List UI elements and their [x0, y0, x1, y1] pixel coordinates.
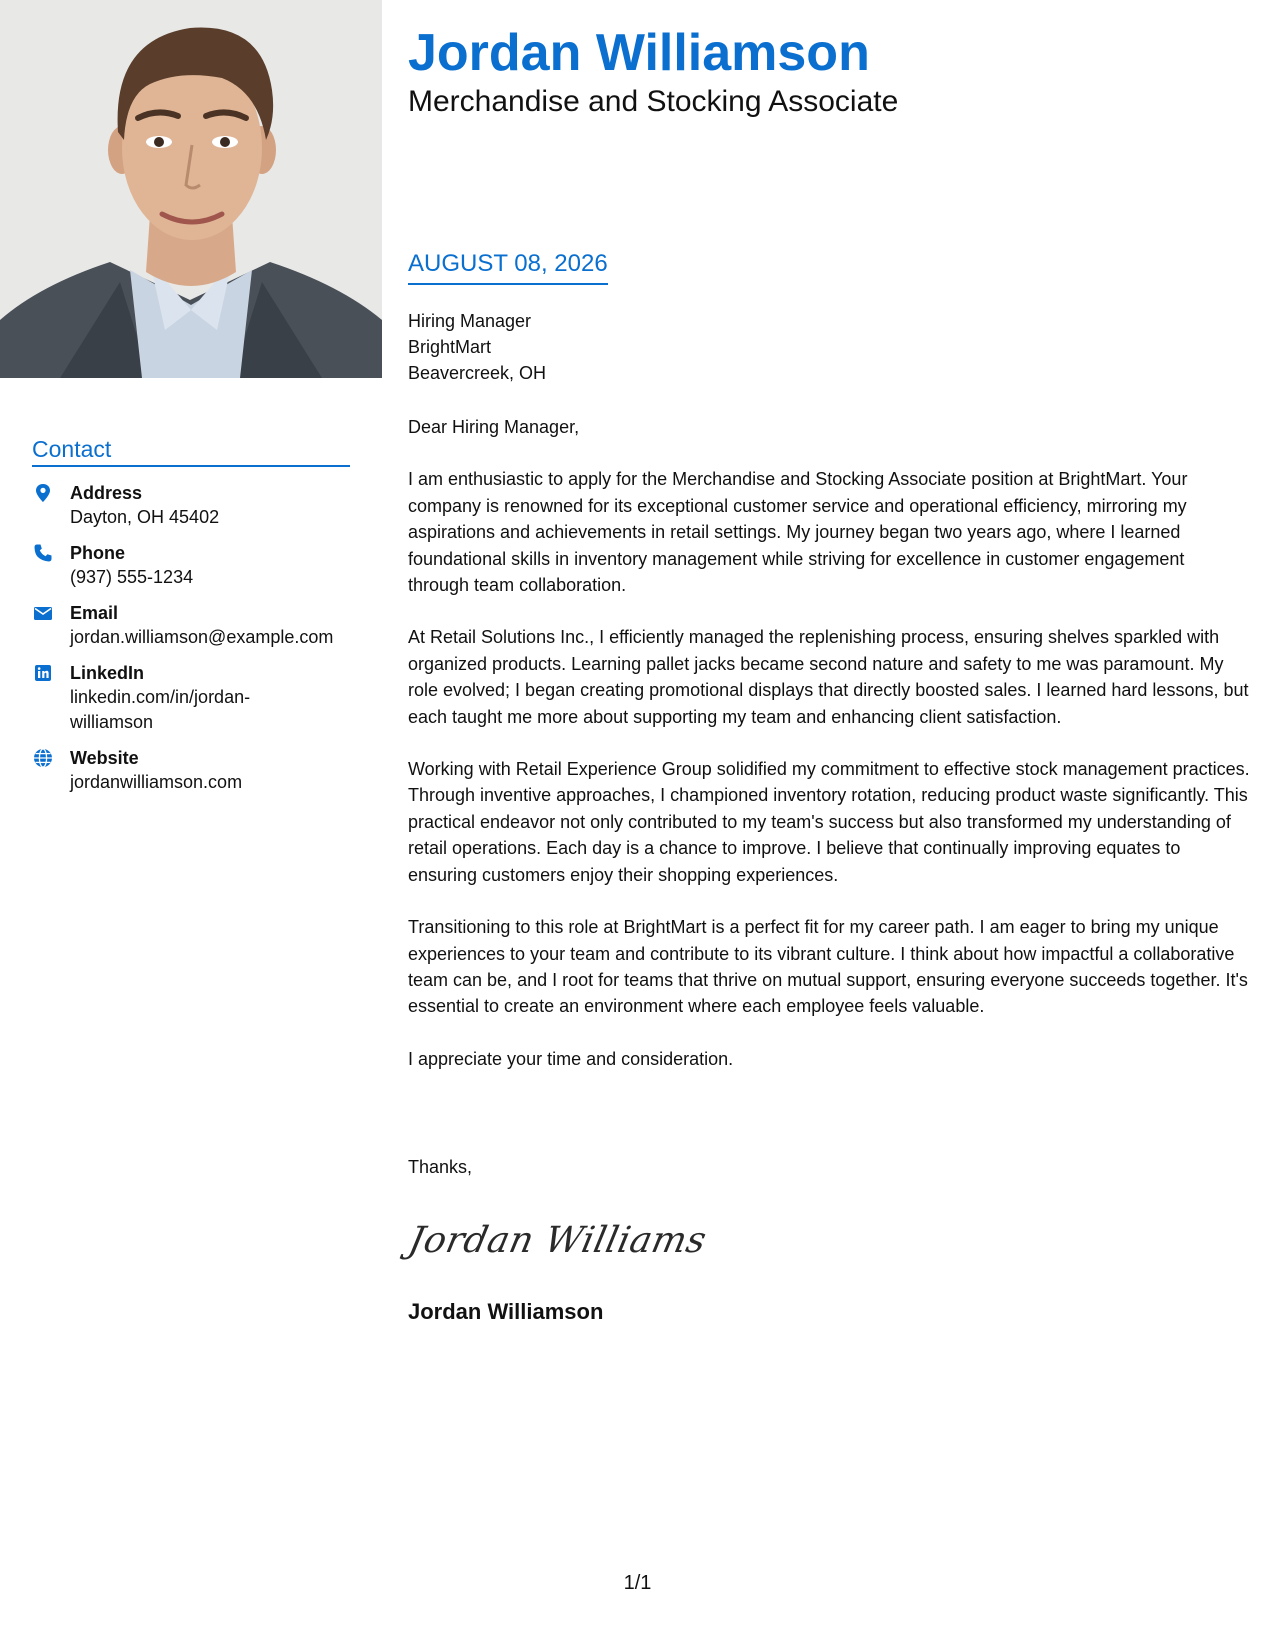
candidate-name: Jordan Williamson — [408, 24, 870, 82]
map-pin-icon — [33, 483, 53, 503]
contact-heading: Contact — [32, 434, 350, 467]
recipient-block — [408, 308, 1248, 386]
linkedin-icon — [33, 663, 53, 683]
phone-value: (937) 555-1234 — [70, 567, 194, 587]
body-paragraph: Transitioning to this role at BrightMart is a perfect fit for my career path. I am eager to bring my unique experiences to your team and contribute to its vibrant culture. I think about how impactful a collaborative team can be, and I root for teams that thrive on mutual support, ensuring everyone succeeds together. It's essential to create an environment where each employee feels valuable. — [408, 917, 1248, 1017]
handwritten-signature — [404, 1210, 711, 1275]
contact-item-address — [32, 481, 350, 530]
linkedin-value[interactable]: linkedin.com/in/jordan-williamson — [70, 687, 251, 732]
website-value[interactable]: jordanwilliamson.com — [70, 772, 243, 792]
letter-body — [408, 414, 1250, 1098]
contact-item-phone — [32, 541, 350, 590]
phone-icon — [33, 543, 53, 563]
contact-item-email — [32, 601, 350, 650]
letter-date: AUGUST 08, 2026 — [408, 249, 608, 285]
contact-label: Address — [70, 483, 143, 503]
contact-label: LinkedIn — [70, 663, 145, 683]
contact-item-website — [32, 746, 350, 795]
body-paragraph: I appreciate your time and consideration. — [408, 1048, 734, 1069]
address-value: Dayton, OH 45402 — [70, 507, 220, 527]
contact-sidebar — [32, 434, 350, 795]
job-title: Merchandise and Stocking Associate — [408, 85, 899, 118]
closing: Thanks, — [408, 1157, 473, 1177]
profile-photo — [0, 0, 382, 378]
recipient-line: BrightMart — [408, 337, 492, 357]
envelope-icon — [33, 603, 53, 623]
recipient-line: Beavercreek, OH — [408, 363, 547, 383]
contact-label: Email — [70, 603, 119, 623]
email-value[interactable]: jordan.williamson@example.com — [70, 627, 334, 647]
contact-label: Phone — [70, 543, 126, 563]
body-paragraph: Working with Retail Experience Group solidified my commitment to effective stock management practices. Through inventive approaches, I championed inventory rotation, reducing product waste significantly. This practical endeavor not only contributed to my team's success but also transformed my understanding of retail operations. Each day is a chance to improve. I believe that continually improving equates to ensuring customers enjoy their shopping experiences. — [408, 759, 1250, 885]
signed-name: Jordan Williamson — [408, 1299, 604, 1324]
contact-item-linkedin — [32, 661, 350, 735]
recipient-line: Hiring Manager — [408, 311, 532, 331]
contact-label: Website — [70, 748, 139, 768]
body-paragraph: I am enthusiastic to apply for the Merchandise and Stocking Associate position at BrightMart. Your company is renowned for its exceptional customer service and operational efficiency, mirroring my aspirations and achievements in retail settings. My journey began two years ago, where I learned foundational skills in inventory management while striving for excellence in customer engagement through team collaboration. — [408, 469, 1188, 596]
signature-text: Jordan Williams — [405, 1218, 711, 1261]
body-paragraph: At Retail Solutions Inc., I efficiently managed the replenishing process, ensuring shelves sparkled with organized products. Learning pallet jacks became second nature and safety to me was paramount. My role evolved; I began creating promotional displays that directly boosted sales. I learned hard lessons, but each taught me more about supporting my team and enhancing client satisfaction. — [408, 627, 1249, 727]
page-number: 1/1 — [623, 1572, 652, 1594]
salutation: Dear Hiring Manager, — [408, 417, 580, 437]
globe-icon — [33, 748, 53, 768]
